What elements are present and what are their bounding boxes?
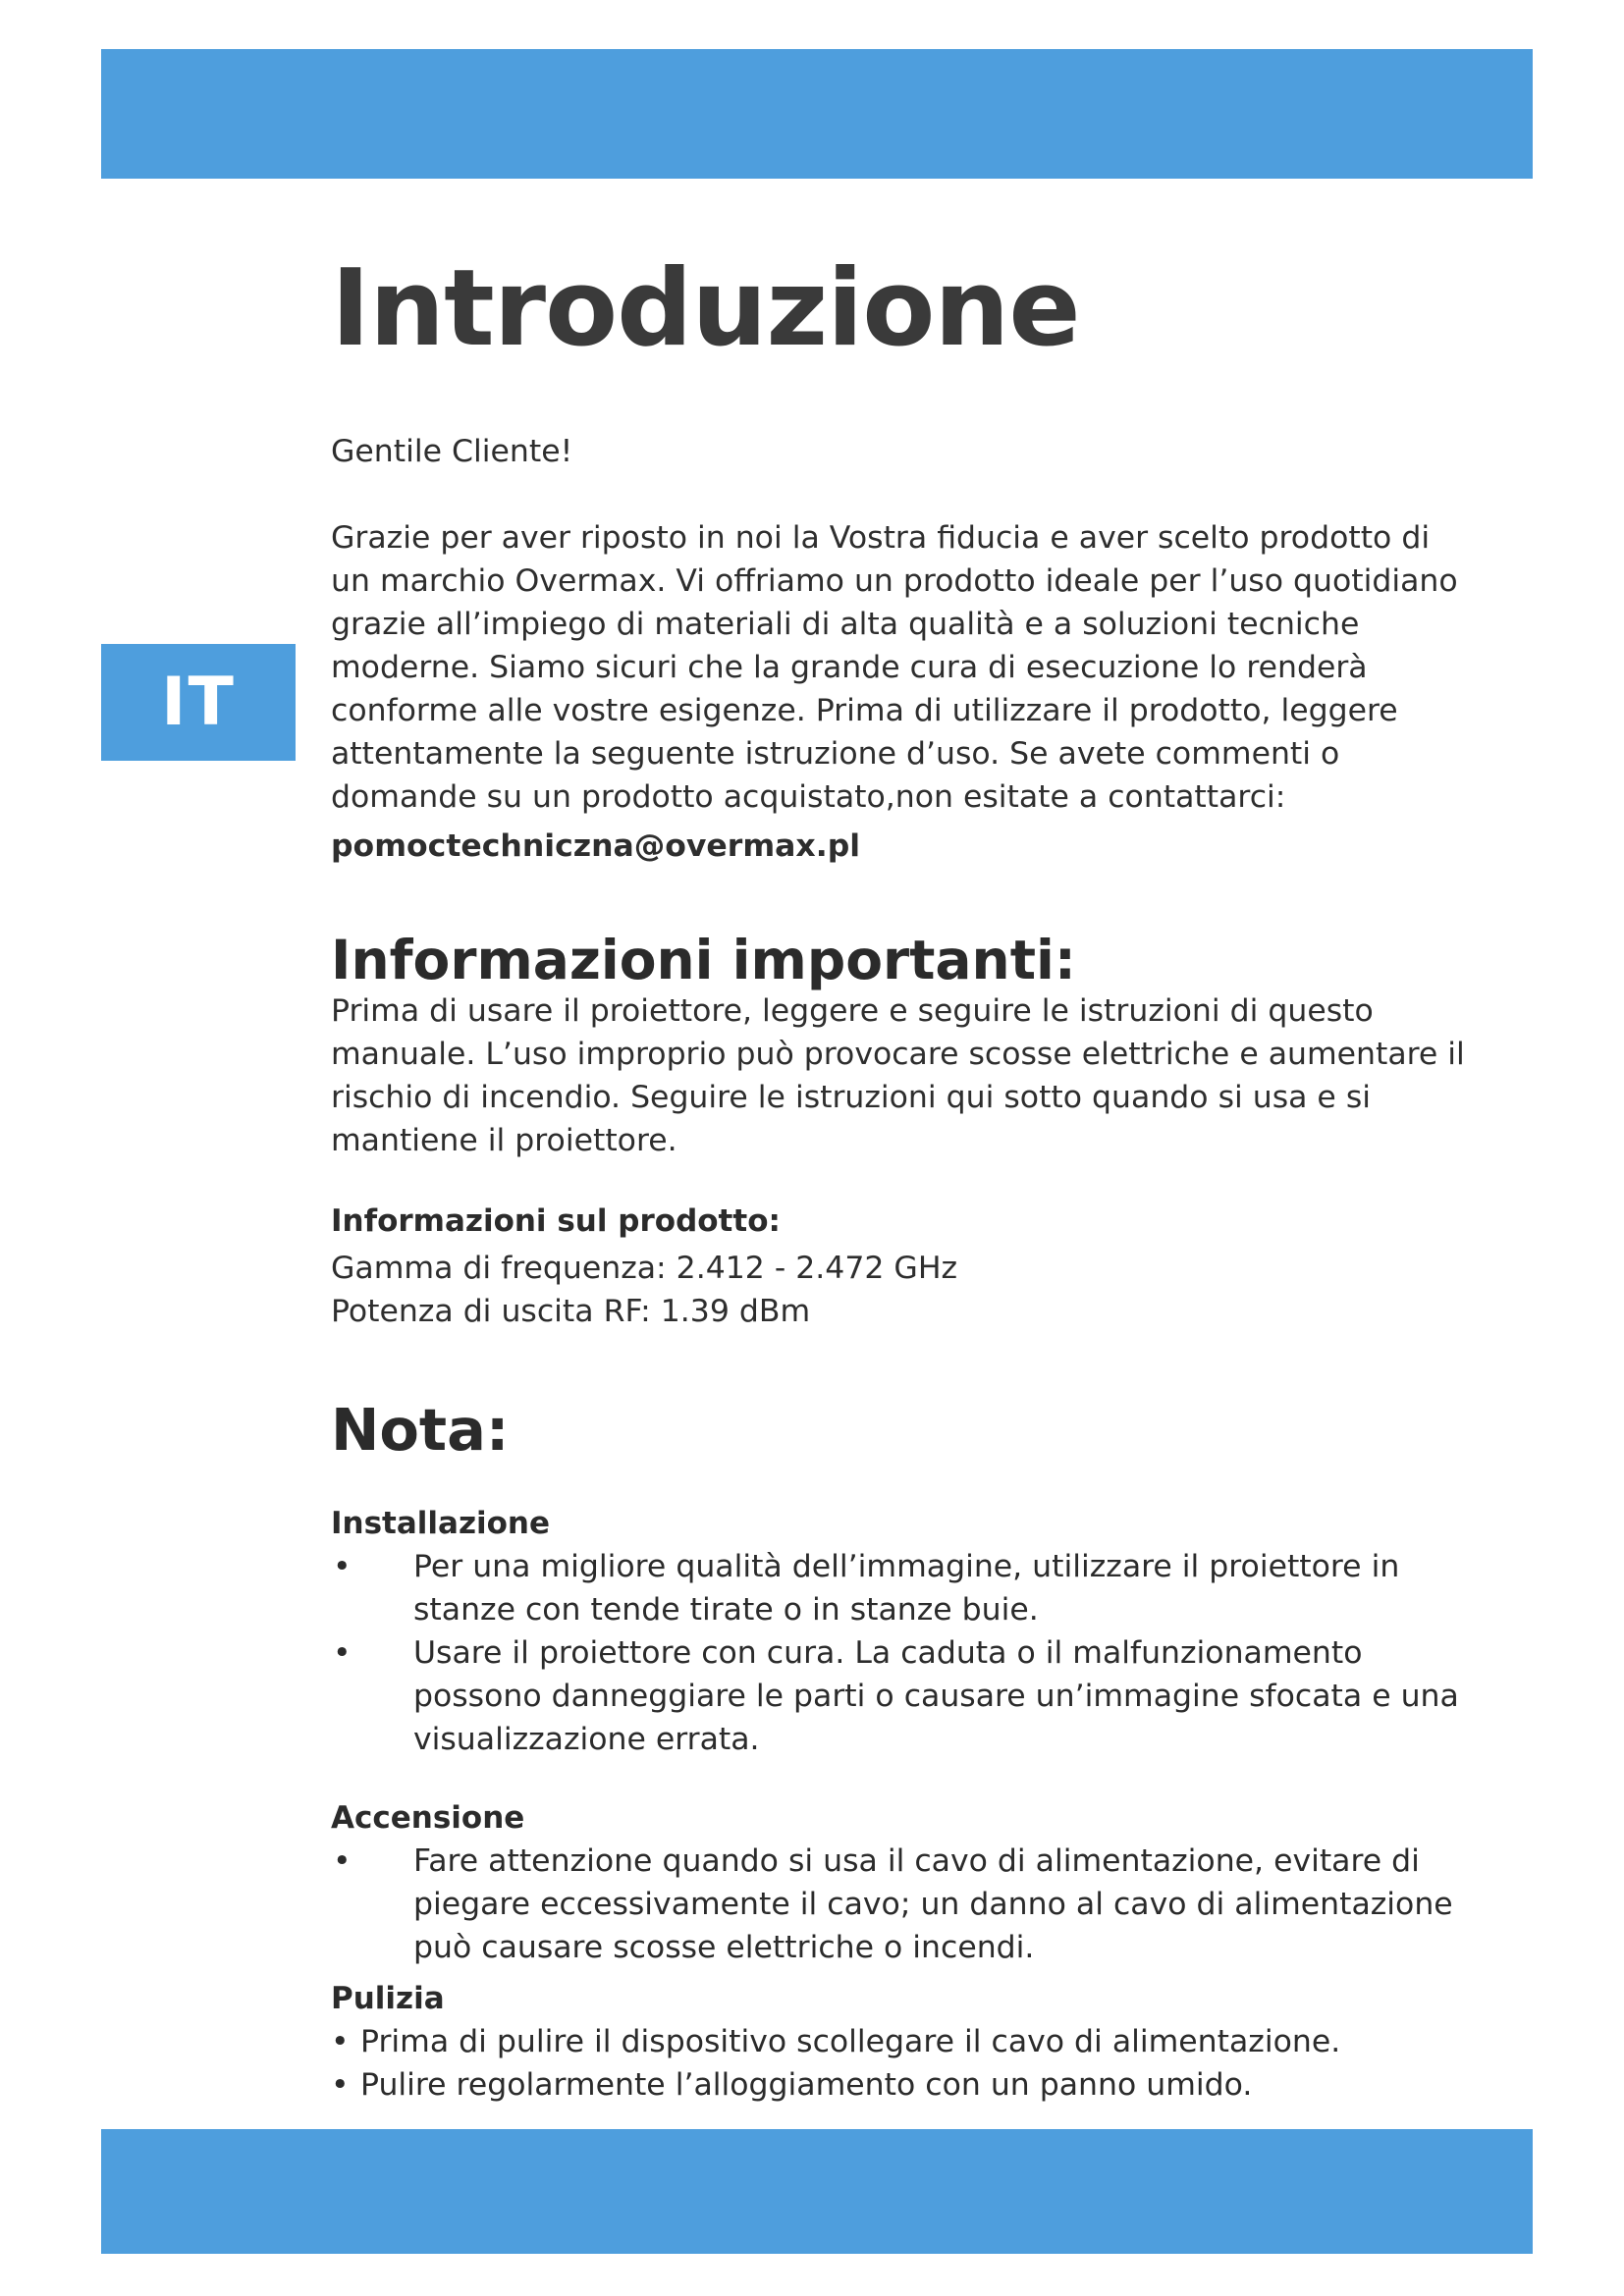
list-item [331,2020,1475,2063]
footer-band [101,2129,1533,2254]
list-item [331,2063,1475,2107]
list-item-text: Fare attenzione quando si usa il cavo di alimentazione, evitare di piegare eccessivamente il cavo; un danno al cavo di alimentazione può causare scosse elettriche o incendi. [413,1843,1453,1965]
greeting-text: Gentile Cliente! [331,434,573,469]
important-info-heading: Informazioni importanti: [331,929,1076,991]
product-info-heading: Informazioni sul prodotto: [331,1203,781,1239]
important-info-text: Prima di usare il proiettore, leggere e seguire le istruzioni di questo manuale. L’uso improprio può provocare scosse elettriche e aumentare il rischio di incendio. Seguire le istruzioni qui sotto quando si usa e si mantiene il proiettore. [331,993,1465,1158]
frequency-range-text: Gamma di frequenza: 2.412 - 2.472 GHz [331,1251,958,1286]
intro-paragraph: Grazie per aver riposto in noi la Vostra fiducia e aver scelto prodotto di un marchio Overmax. Vi offriamo un prodotto ideale per l’uso quotidiano grazie all’impiego di materiali di alta qualità e a soluzioni tecniche moderne. Siamo sicuri che la grande cura di esecuzione lo renderà conforme alle vostre esigenze. Prima di utilizzare il prodotto, leggere attentamente la seguente istruzione d’uso. Se avete commenti o domande su un prodotto acquistato,non esitate a contattarci: [331,520,1458,815]
power-on-heading: Accensione [331,1800,525,1836]
list-item-text: Pulire regolarmente l’alloggiamento con un panno umido. [360,2067,1253,2103]
page-title: Introduzione [331,247,1080,370]
power-on-list [331,1840,1475,1969]
language-tab: IT [101,644,296,761]
list-item-text: Usare il proiettore con cura. La caduta o il malfunzionamento possono danneggiare le parti o causare un’immagine sfocata e una visualizzazione errata. [413,1635,1459,1757]
bullet-icon: • [333,1843,352,1879]
page-content [331,236,1475,2107]
header-band [101,49,1533,179]
note-heading: Nota: [331,1396,510,1464]
list-item [331,1631,1475,1761]
installation-heading: Installazione [331,1506,551,1541]
rf-output-power-text: Potenza di uscita RF: 1.39 dBm [331,1294,811,1329]
list-item-text: Prima di pulire il dispositivo scollegare il cavo di alimentazione. [360,2024,1341,2059]
cleaning-list [331,2020,1475,2107]
bullet-icon: • [333,1549,352,1584]
installation-list [331,1545,1475,1761]
list-item-text: Per una migliore qualità dell’immagine, utilizzare il proiettore in stanze con tende tirate o in stanze buie. [413,1549,1400,1628]
list-item [331,1545,1475,1631]
bullet-icon: • [333,1635,352,1671]
cleaning-heading: Pulizia [331,1981,445,2016]
support-email: pomoctechniczna@overmax.pl [331,828,861,864]
bullet-icon: • [331,2024,350,2059]
bullet-icon: • [331,2067,350,2103]
list-item [331,1840,1475,1969]
